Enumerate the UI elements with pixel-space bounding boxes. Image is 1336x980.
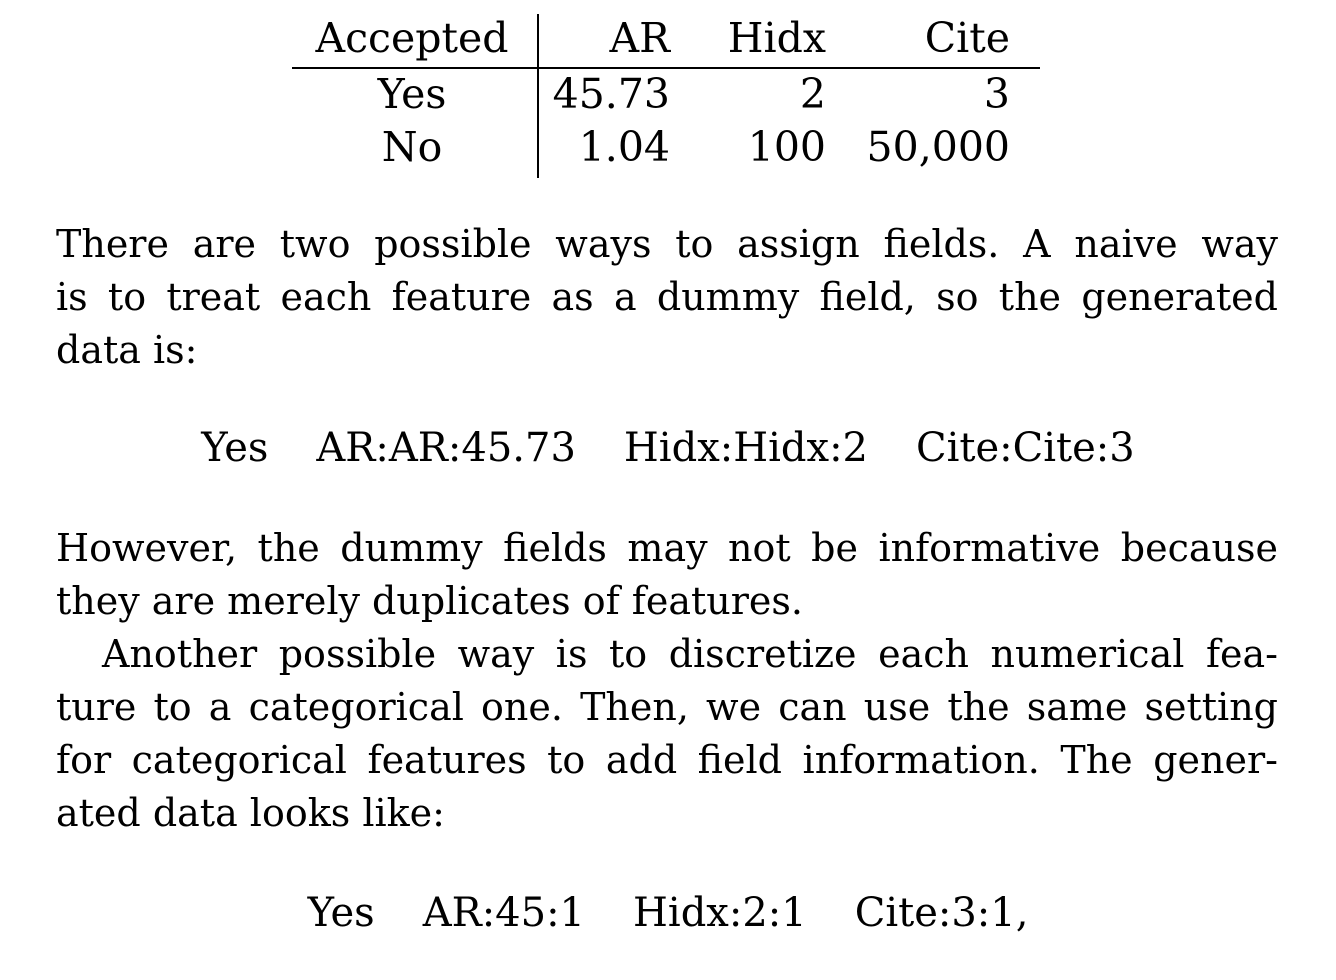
paragraph-field-assignment: [56, 218, 1278, 377]
table-horizontal-rule: [292, 67, 1040, 69]
text-line: There are two possible ways to assign fields. A naive way: [56, 222, 1278, 266]
table-cell: 100: [747, 123, 826, 171]
table-cell: 1.04: [578, 123, 670, 171]
display-token: Hidx:2:1: [633, 890, 807, 936]
text-line: for categorical features to add field information. The gener-: [56, 738, 1278, 782]
paragraph-however: [56, 522, 1278, 628]
display-token: Cite:Cite:3: [916, 425, 1135, 471]
text-line: data is:: [56, 328, 198, 372]
text-line: ture to a categorical one. Then, we can use the same setting: [56, 685, 1278, 729]
data-table: [292, 10, 1040, 178]
text-line: is to treat each feature as a dummy field, so the generated: [56, 275, 1278, 319]
display-token: AR:AR:45.73: [316, 425, 576, 471]
table-vertical-rule: [537, 14, 539, 178]
paragraph-discretize: [56, 628, 1278, 840]
display-example-dummy-fields: [0, 425, 1336, 471]
table-cell: Yes: [377, 70, 447, 118]
display-example-discretized: [0, 890, 1336, 936]
table-cell: No: [381, 123, 443, 171]
table-cell: 45.73: [552, 70, 670, 118]
table-header-accepted: Accepted: [315, 14, 509, 62]
table-header-cite: Cite: [924, 14, 1010, 62]
display-token: Yes: [307, 890, 375, 936]
display-token: Cite:3:1,: [854, 890, 1029, 936]
display-token: Yes: [201, 425, 269, 471]
text-line: ated data looks like:: [56, 791, 445, 835]
table-header-hidx: Hidx: [727, 14, 826, 62]
table-cell: 2: [799, 70, 826, 118]
table-cell: 3: [983, 70, 1010, 118]
table-cell: 50,000: [866, 123, 1010, 171]
display-token: Hidx:Hidx:2: [623, 425, 868, 471]
text-line: they are merely duplicates of features.: [56, 579, 803, 623]
table-header-ar: AR: [609, 14, 670, 62]
display-token: AR:45:1: [422, 890, 586, 936]
text-line: However, the dummy fields may not be informative because: [56, 526, 1278, 570]
text-line: Another possible way is to discretize each numerical fea-: [102, 632, 1278, 676]
